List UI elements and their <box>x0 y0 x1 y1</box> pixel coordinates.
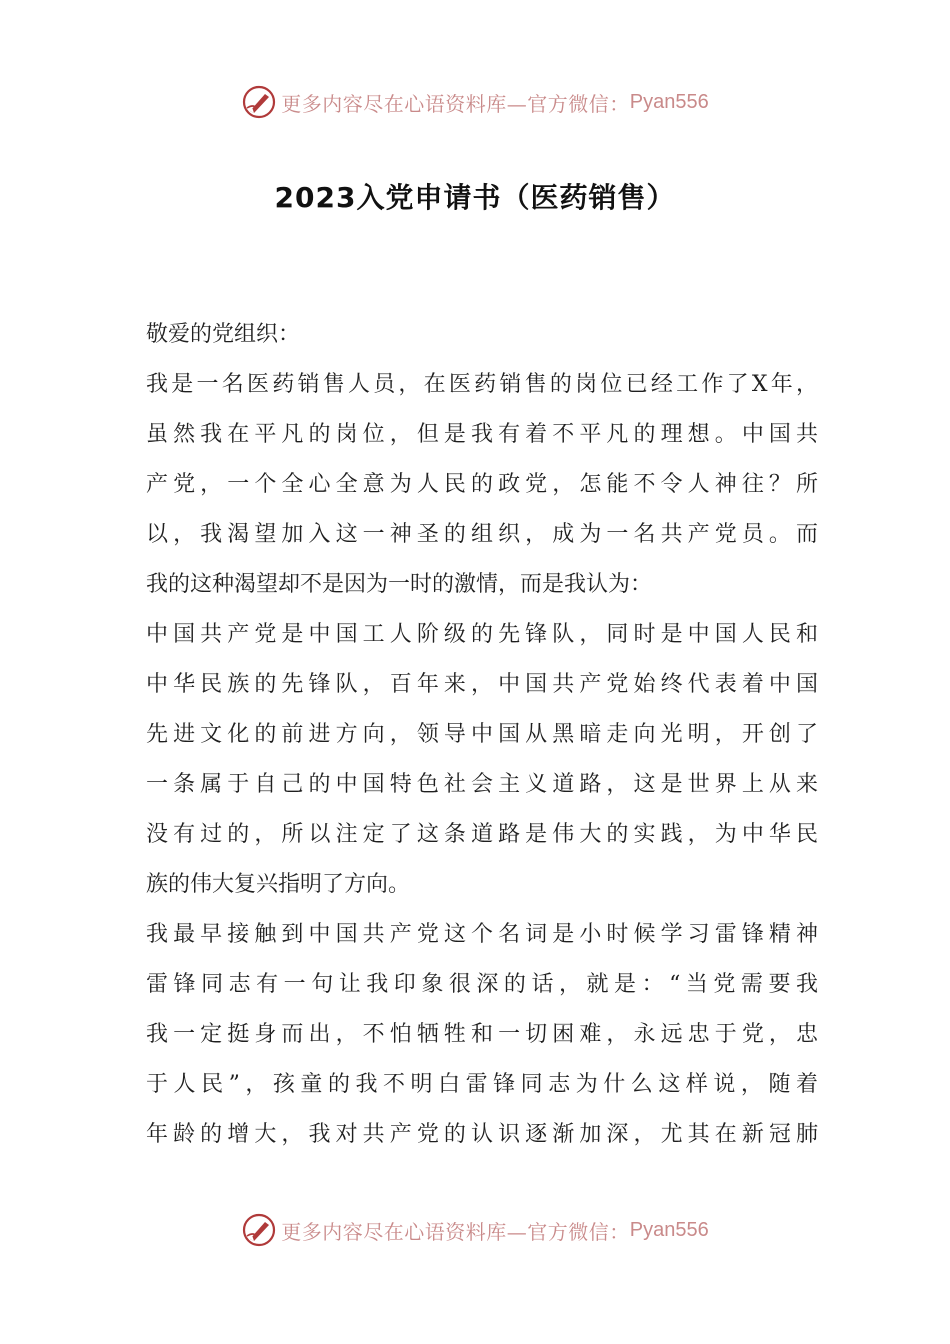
footer-wechat-id: Pyan556 <box>629 1218 709 1241</box>
body-line: 产党，一个全心全意为人民的政党，怎能不令人神往？所 <box>146 472 818 497</box>
body-line: 我一定挺身而出，不怕牺牲和一切困难，永远忠于党，忠 <box>146 1022 818 1047</box>
body-line: 先进文化的前进方向，领导中国从黑暗走向光明，开创了 <box>146 722 818 747</box>
header-wechat-id: Pyan556 <box>629 90 709 113</box>
body-line: 我是一名医药销售人员，在医药销售的岗位已经工作了X年， <box>146 372 818 397</box>
pen-logo-icon <box>241 84 277 120</box>
body-line: 中国共产党是中国工人阶级的先锋队，同时是中国人民和 <box>146 622 818 647</box>
header-watermark <box>0 80 950 124</box>
document-title: 2023入党申请书（医药销售） <box>274 181 676 214</box>
footer-watermark-text: 更多内容尽在心语资料库—官方微信： <box>281 1219 630 1244</box>
body-line: 年龄的增大，我对共产党的认识逐渐加深，尤其在新冠肺 <box>146 1122 818 1147</box>
body-line: 虽然我在平凡的岗位，但是我有着不平凡的理想。中国共 <box>146 422 818 447</box>
pen-logo-icon <box>241 1212 277 1248</box>
body-line: 我的这种渴望却不是因为一时的激情，而是我认为： <box>146 572 653 597</box>
body-line: 中华民族的先锋队，百年来，中国共产党始终代表着中国 <box>146 672 818 697</box>
body-line: 族的伟大复兴指明了方向。 <box>146 872 411 897</box>
salutation-line: 敬爱的党组织： <box>146 322 301 347</box>
body-line: 以，我渴望加入这一神圣的组织，成为一名共产党员。而 <box>146 522 818 547</box>
document-body <box>146 310 818 1160</box>
body-line: 我最早接触到中国共产党这个名词是小时候学习雷锋精神 <box>146 922 818 947</box>
footer-watermark <box>0 1208 950 1252</box>
body-line: 雷锋同志有一句让我印象很深的话，就是：“当党需要我 <box>146 972 818 997</box>
body-line: 于人民”，孩童的我不明白雷锋同志为什么这样说，随着 <box>146 1072 818 1097</box>
body-line: 一条属于自己的中国特色社会主义道路，这是世界上从来 <box>146 772 818 797</box>
header-watermark-text: 更多内容尽在心语资料库—官方微信： <box>281 91 630 116</box>
body-line: 没有过的，所以注定了这条道路是伟大的实践，为中华民 <box>146 822 818 847</box>
